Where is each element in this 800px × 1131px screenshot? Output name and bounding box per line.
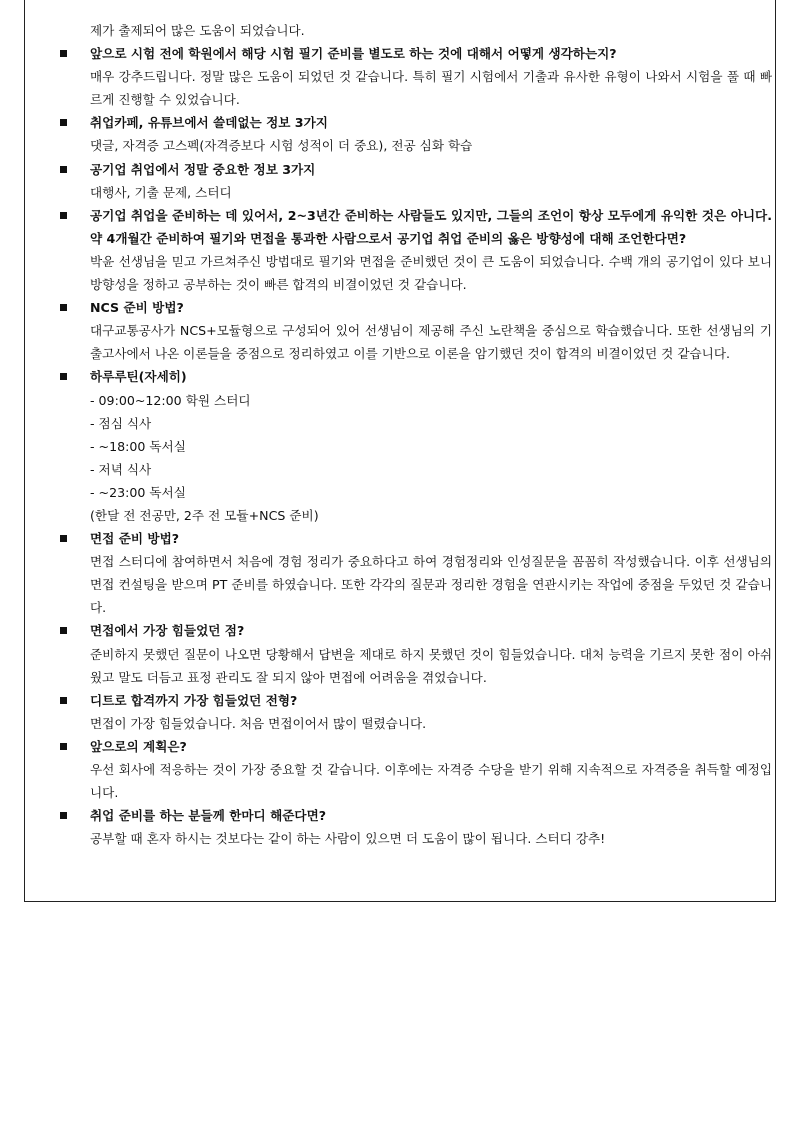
question: 공기업 취업을 준비하는 데 있어서, 2~3년간 준비하는 사람들도 있지만, 그들의 조언이 항상 모두에게 유익한 것은 아니다. 약 4개월간 준비하여 필기와 면접을 통과한 사람으로서 공기업 취업 준비의 옳은 방향성에 대해 조언한다면? (60, 204, 772, 250)
square-bullet-icon (60, 212, 67, 219)
answer: 박윤 선생님을 믿고 가르쳐주신 방법대로 필기와 면접을 준비했던 것이 큰 도움이 되었습니다. 수백 개의 공기업이 있다 보니 방향성을 정하고 공부하는 것이 빠른 합격의 비결이었던 것 같습니다. (90, 253, 772, 293)
question: 디트로 합격까지 가장 힘들었던 전형? (60, 689, 772, 712)
square-bullet-icon (60, 812, 67, 819)
answer: 우선 회사에 적응하는 것이 가장 중요할 것 같습니다. 이후에는 자격증 수당을 받기 위해 지속적으로 자격증을 취득할 예정입니다. (90, 762, 772, 801)
routine-item (60, 365, 772, 527)
qa-item (60, 296, 772, 365)
answer: 댓글, 자격증 고스펙(자격증보다 시험 성적이 더 중요), 전공 심화 학습 (90, 138, 473, 154)
question: 면접 준비 방법? (60, 527, 772, 550)
routine-note: (한달 전 전공만, 2주 전 모듈+NCS 준비) (90, 507, 319, 523)
square-bullet-icon (60, 697, 67, 704)
answer: 준비하지 못했던 질문이 나오면 당황해서 답변을 제대로 하지 못했던 것이 힘들었습니다. 대처 능력을 기르지 못한 점이 아쉬웠고 말도 더듬고 표정 관리도 잘 되지 않아 면접에 어려움을 겪었습니다. (90, 646, 772, 685)
question: NCS 준비 방법? (60, 296, 772, 319)
answer: 공부할 때 혼자 하시는 것보다는 같이 하는 사람이 있으면 더 도움이 많이 됩니다. 스터디 강추! (90, 831, 606, 847)
answer: 면접이 가장 힘들었습니다. 처음 면접이어서 많이 떨렸습니다. (90, 715, 427, 731)
square-bullet-icon (60, 743, 67, 750)
square-bullet-icon (60, 166, 67, 173)
routine-line: - 저녁 식사 (90, 461, 152, 477)
routine-line: - ~23:00 독서실 (90, 484, 186, 500)
qa-item (60, 204, 772, 296)
question: 앞으로 시험 전에 학원에서 해당 시험 필기 준비를 별도로 하는 것에 대해서 어떻게 생각하는지? (60, 42, 772, 65)
question: 면접에서 가장 힘들었던 점? (60, 619, 772, 642)
answer: 매우 강추드립니다. 정말 많은 도움이 되었던 것 같습니다. 특히 필기 시험에서 기출과 유사한 유형이 나와서 시험을 풀 때 빠르게 진행할 수 있었습니다. (90, 69, 772, 108)
routine-line: - ~18:00 독서실 (90, 438, 186, 454)
square-bullet-icon (60, 50, 67, 57)
qa-item (60, 689, 772, 735)
intro-continuation: 제가 출제되어 많은 도움이 되었습니다. (90, 23, 305, 38)
square-bullet-icon (60, 535, 67, 542)
answer: 대행사, 기출 문제, 스터디 (90, 184, 232, 200)
square-bullet-icon (60, 119, 67, 126)
qa-item (60, 158, 772, 204)
square-bullet-icon (60, 627, 67, 634)
routine-line: - 점심 식사 (90, 415, 152, 431)
qa-item (60, 804, 772, 850)
qa-item (60, 527, 772, 619)
question: 하루루틴(자세히) (60, 365, 772, 388)
question: 공기업 취업에서 정말 중요한 정보 3가지 (60, 158, 772, 181)
qa-item (60, 735, 772, 804)
qa-item (60, 111, 772, 157)
question: 앞으로의 계획은? (60, 735, 772, 758)
square-bullet-icon (60, 373, 67, 380)
qa-item (60, 42, 772, 111)
question: 취업카페, 유튜브에서 쓸데없는 정보 3가지 (60, 111, 772, 134)
answer: 면접 스터디에 참여하면서 처음에 경험 정리가 중요하다고 하여 경험정리와 인성질문을 꼼꼼히 작성했습니다. 이후 선생님의 면접 컨설팅을 받으며 PT 준비를 하였습니다. 또한 각각의 질문과 정리한 경험을 연관시키는 작업에 중점을 두었던 것 같습니다. (90, 554, 772, 616)
question: 취업 준비를 하는 분들께 한마디 해준다면? (60, 804, 772, 827)
answer: 대구교통공사가 NCS+모듈형으로 구성되어 있어 선생님이 제공해 주신 노란책을 중심으로 학습했습니다. 또한 선생님의 기출고사에서 나온 이론들을 중점으로 정리하였고 이를 기반으로 이론을 암기했던 것이 합격의 비결이었던 것 같습니다. (90, 323, 772, 362)
interview-document (60, 19, 772, 850)
routine-line: - 09:00~12:00 학원 스터디 (90, 392, 251, 408)
qa-item (60, 619, 772, 688)
square-bullet-icon (60, 304, 67, 311)
